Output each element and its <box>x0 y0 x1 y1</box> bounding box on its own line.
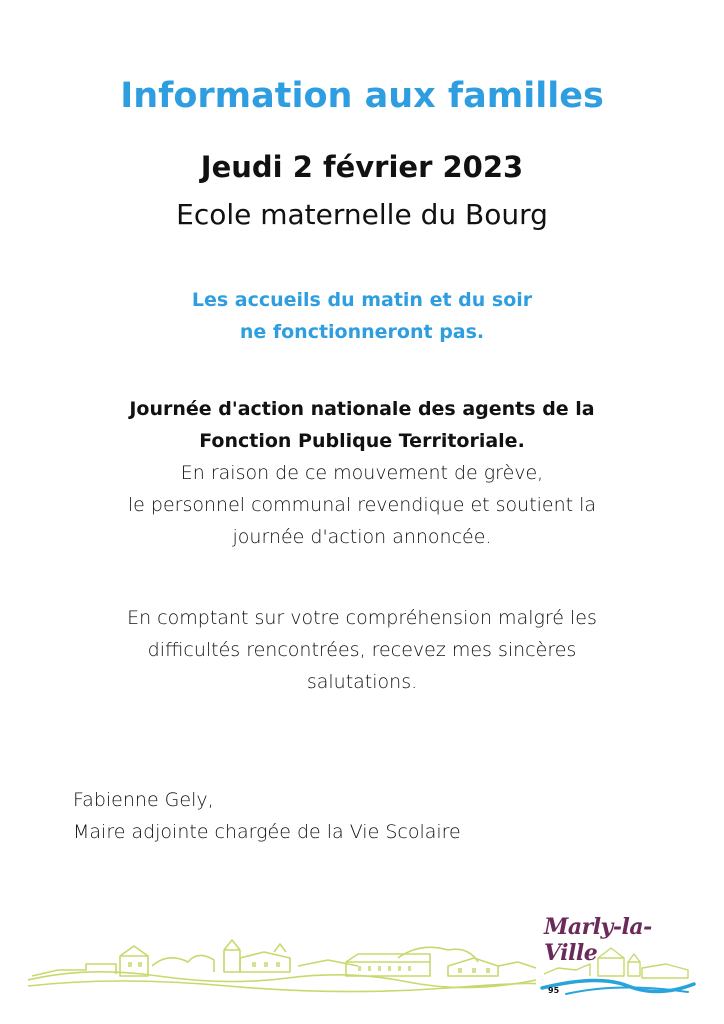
notice-line: Les accueils du matin et du soir <box>191 289 533 311</box>
logo-village-icon <box>538 944 698 1000</box>
signature-role: Maire adjointe chargée de la Vie Scolaire <box>73 821 461 843</box>
page-title: Information aux familles <box>120 76 604 116</box>
closing-line: En comptant sur votre compréhension malgré les <box>127 607 597 629</box>
logo-wordmark: Marly-la-Ville <box>544 914 652 966</box>
event-date: Jeudi 2 février 2023 <box>200 150 524 184</box>
school-name: Ecole maternelle du Bourg <box>176 198 548 231</box>
action-body-line: En raison de ce mouvement de grève, <box>180 462 544 484</box>
village-skyline-illustration <box>28 936 536 996</box>
signature-block <box>73 784 461 848</box>
action-body-line: le personnel communal revendique et soutient la <box>127 494 597 516</box>
closing-paragraph <box>0 602 724 698</box>
action-title-line: Journée d'action nationale des agents de la <box>129 398 595 420</box>
action-body-line: journée d'action annoncée. <box>232 526 492 548</box>
closing-line: salutations. <box>306 671 418 693</box>
department-number: 95 <box>548 986 560 995</box>
signature-name: Fabienne Gely, <box>73 789 214 811</box>
service-notice <box>0 284 724 348</box>
notice-line: ne fonctionneront pas. <box>239 321 485 343</box>
marly-la-ville-logo <box>538 910 698 1000</box>
action-title-line: Fonction Publique Territoriale. <box>199 430 525 452</box>
action-body <box>0 457 724 553</box>
action-title <box>0 393 724 457</box>
closing-line: difficultés rencontrées, recevez mes sincères <box>147 639 577 661</box>
